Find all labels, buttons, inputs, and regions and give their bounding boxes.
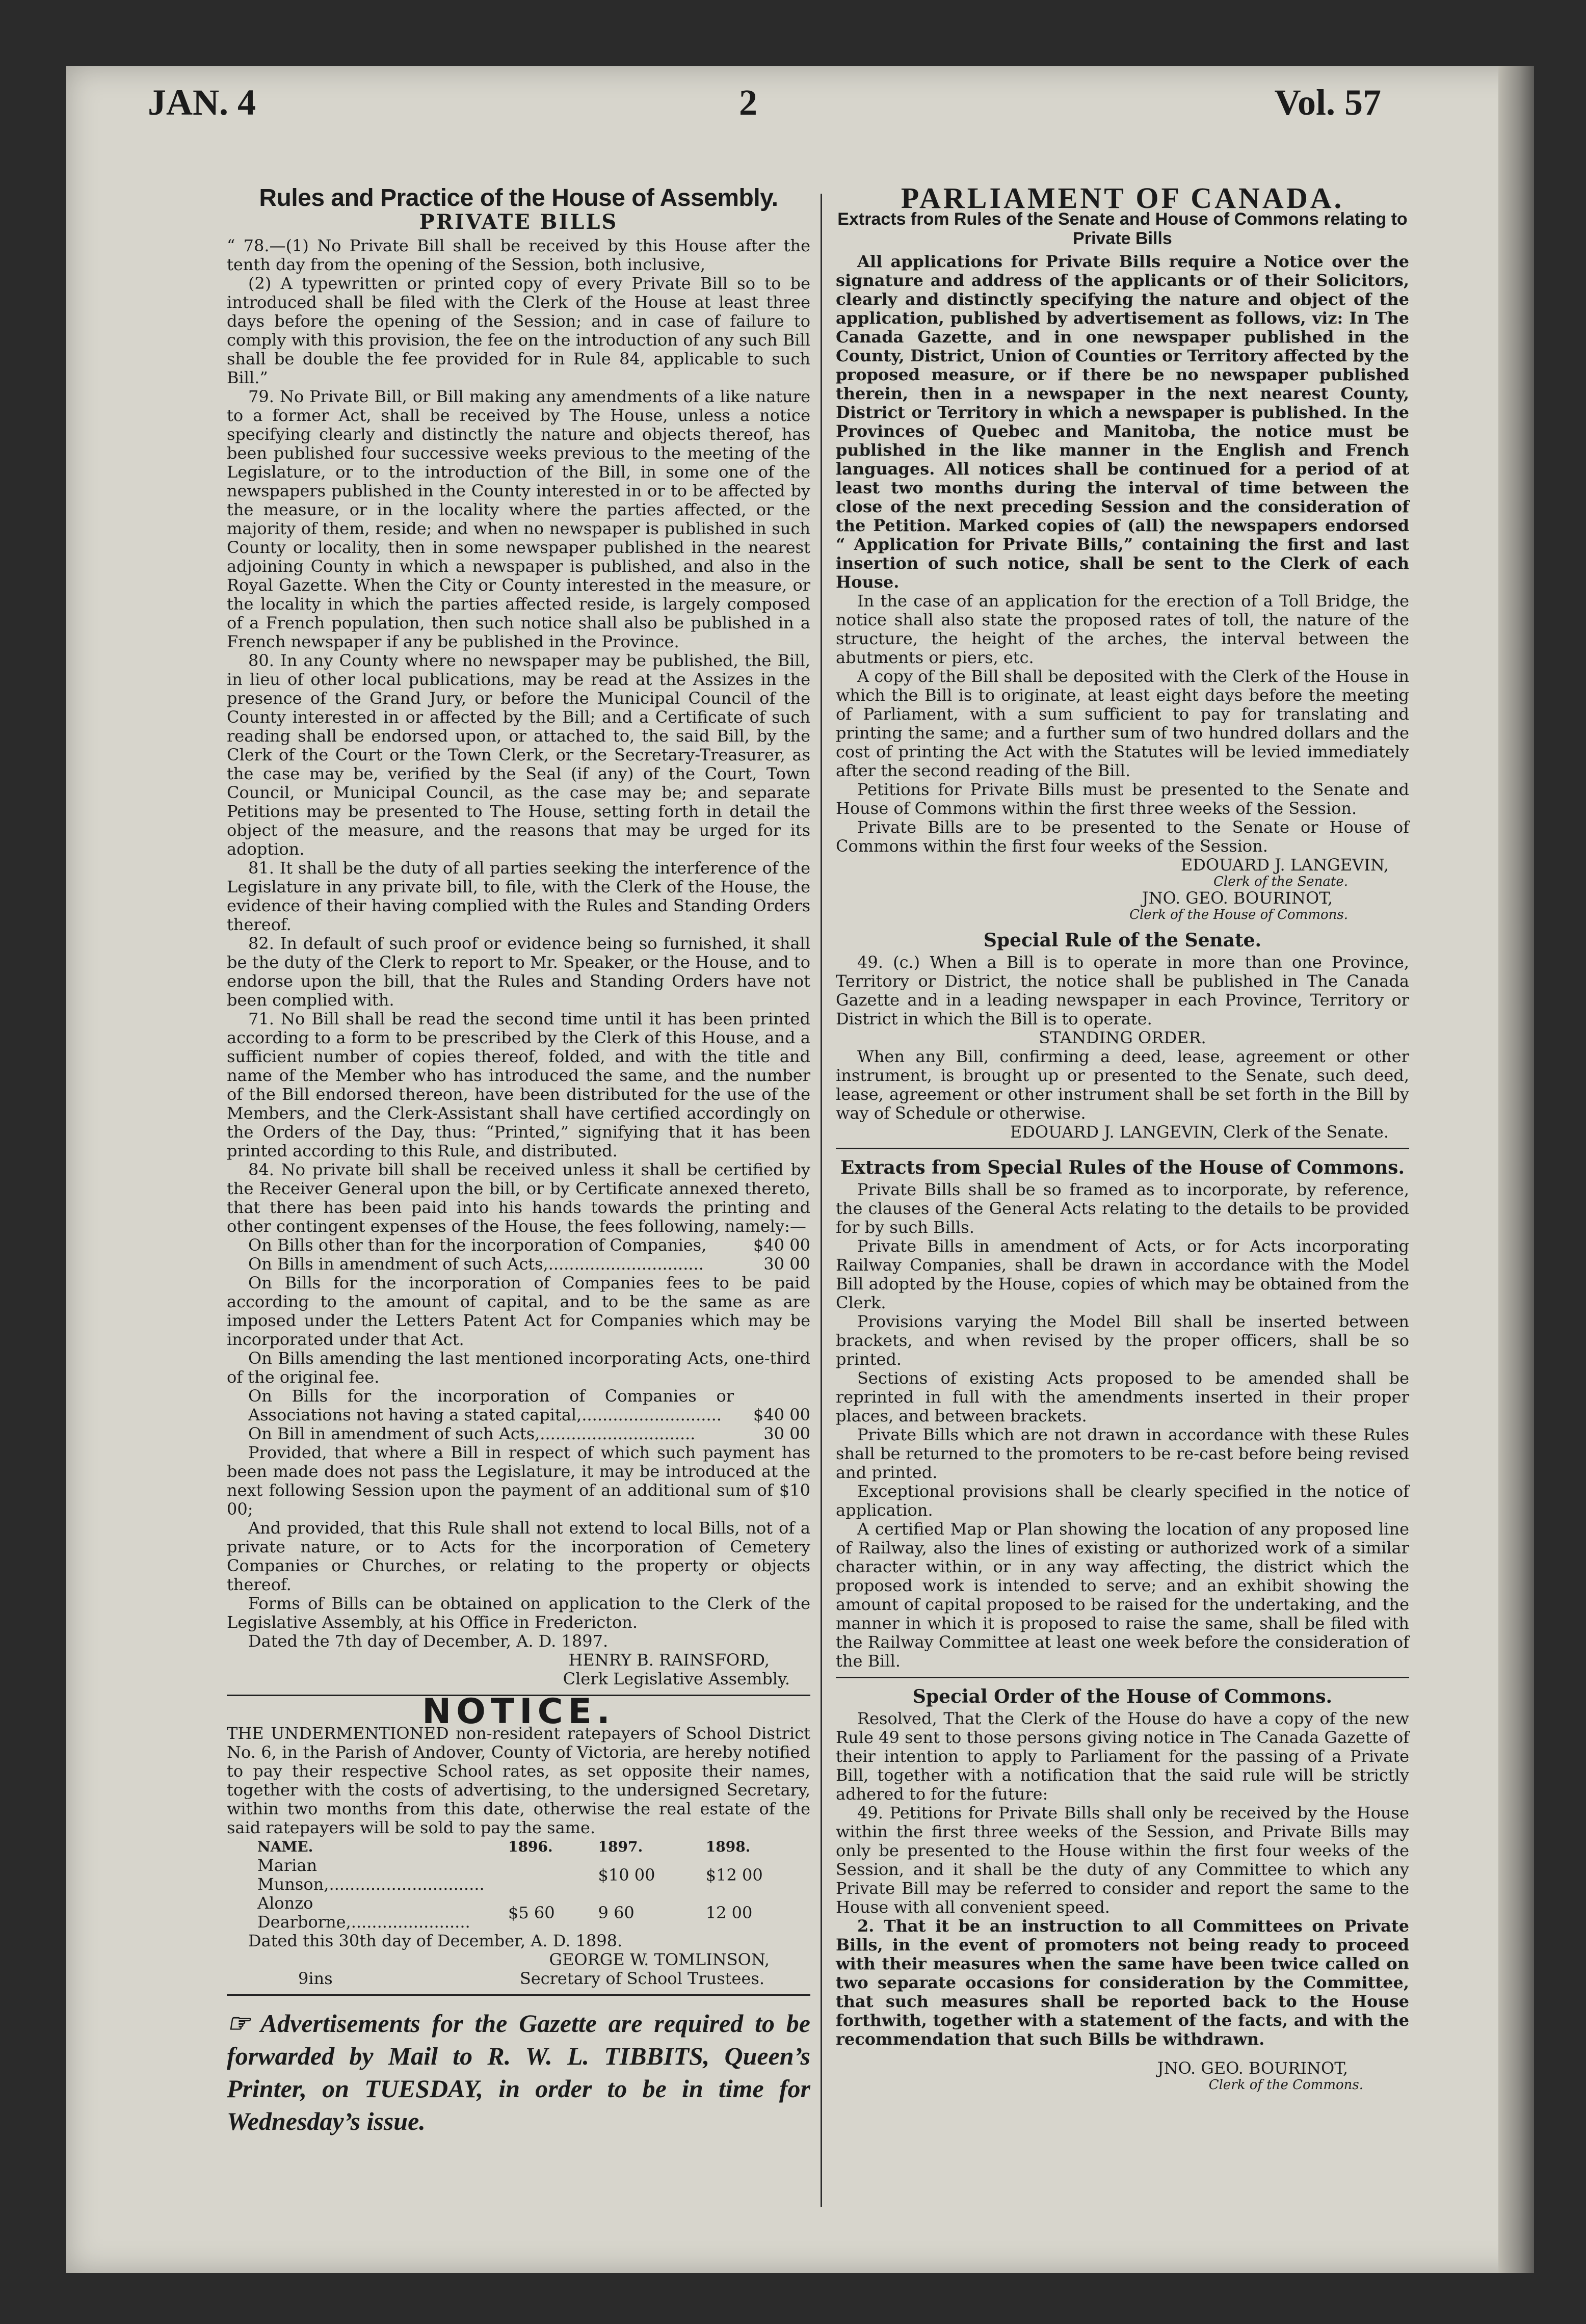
section-rule — [227, 1994, 810, 1996]
right-column — [836, 181, 1409, 2093]
commons-rule-3: Provisions varying the Model Bill shall be inserted between brackets, and when revised by the proper officers, shall be so printed. — [836, 1312, 1409, 1369]
forms-note: Forms of Bills can be obtained on application to the Clerk of the Legislative Assembly, at his Office in Fredericton. — [227, 1594, 810, 1632]
rate-1896: $5 60 — [508, 1903, 555, 1922]
rule-84: 84. No private bill shall be received unless it shall be certified by the Receiver General upon the bill, or by Certificate annexed thereto, that there has been paid into his hands towards the printing and other contingent expenses of the House, the fees following, namely:— — [227, 1160, 810, 1236]
proviso-2: And provided, that this Rule shall not extend to local Bills, not of a private nature, or to Acts for the incorporation of Cemetery Companies or Churches, or relating to the property or objects thereof. — [227, 1518, 810, 1594]
commons-rule-6: Exceptional provisions shall be clearly specified in the notice of application. — [836, 1482, 1409, 1520]
rates-table — [227, 1837, 810, 1932]
commons-clerk-title: Clerk of the House of Commons. — [1129, 907, 1348, 922]
rule-49c: 49. (c.) When a Bill is to operate in more than one Province, Territory or District, the notice shall be published in The Canada Gazette and in a leading newspaper in each Province, Territory or District in which the Bill is to operate. — [836, 953, 1409, 1028]
rate-1898: 12 00 — [705, 1903, 753, 1922]
commons-rule-4: Sections of existing Acts proposed to be amended shall be reprinted in full with the amendments inserted in their proper places, and between brackets. — [836, 1368, 1409, 1425]
extracts-commons-title: Extracts from Special Rules of the House of Commons. — [840, 1157, 1405, 1178]
bill-deposit-para: A copy of the Bill shall be deposited with the Clerk of the House in which the Bill is to originate, at least eight days before the meeting of Parliament, with a sum sufficient to pay for translating and printing the same; and a further sum of two hundred dollars and the cost of printing the Act with the Statutes will be levied immediately after the second reading of the Bill. — [836, 667, 1409, 780]
private-bills-heading: PRIVATE BILLS — [419, 210, 618, 234]
dated-line: Dated the 7th day of December, A. D. 1897. — [248, 1631, 609, 1651]
rule-71: 71. No Bill shall be read the second time until it has been printed according to a form to be prescribed by the Clerk of this House, and a sufficient number of copies thereof, folded, and with the title and name of the Member who has introduced the same, and the number of the Bill endorsed thereon, have been distributed for the use of the Members, and the Clerk-Assistant shall have certified accordingly on the Orders of the Day, thus: “Printed,” signifying that it has been printed according to this Rule, and distributed. — [227, 1009, 810, 1160]
rates-header-name: NAME. — [257, 1838, 313, 1855]
rates-header-1896: 1896. — [508, 1838, 553, 1855]
rate-1898: $12 00 — [705, 1865, 763, 1885]
extracts-senate-title: Extracts from Rules of the Senate and House of Commons relating to Private Bills — [837, 209, 1408, 248]
commons-clerk-name: JNO. GEO. BOURINOT, — [1142, 888, 1333, 908]
fee-note-incorporation: On Bills for the incorporation of Companies fees to be paid according to the amount of capital, and to be the same as are imposed under the Letters Patent Act for Companies which may be incorporated under that Act. — [227, 1273, 810, 1349]
rate-name: Alonzo Dearborne,....................... — [257, 1893, 470, 1932]
rules-title: Rules and Practice of the House of Assembly. — [259, 184, 778, 212]
rate-1896 — [505, 1856, 595, 1894]
proviso-1: Provided, that where a Bill in respect of which such payment has been made does not pass the Legislature, it may be introduced at the next following Session upon the payment of an additional sum of $10 00; — [227, 1443, 810, 1519]
senate-clerk-signature: EDOUARD J. LANGEVIN, Clerk of the Senate. — [1010, 1122, 1389, 1142]
rule-81: 81. It shall be the duty of all parties seeking the interference of the Legislature in any private bill, to file, with the Clerk of the House, the evidence of their having complied with the Rules and Standing Orders thereof. — [227, 858, 810, 934]
insertion-code: 9ins — [298, 1969, 333, 1988]
notice-signature-title: Secretary of School Trustees. — [519, 1969, 764, 1988]
section-rule — [836, 1677, 1409, 1678]
signature-title: Clerk Legislative Assembly. — [563, 1669, 790, 1688]
column-divider — [821, 194, 822, 2207]
notice-signature: GEORGE W. TOMLINSON, — [549, 1950, 770, 1969]
fee-label: On Bills other than for the incorporation of Companies, — [248, 1235, 707, 1255]
fee-label: On Bill in amendment of such Acts,.............................. — [248, 1424, 696, 1443]
pointing-hand-icon: ☞ — [227, 2009, 260, 2038]
commons-rule-1: Private Bills shall be so framed as to incorporate, by reference, the clauses of the General Acts relating to the details to be provided for by such Bills. — [836, 1180, 1409, 1237]
left-column — [227, 184, 810, 2137]
senate-clerk-title: Clerk of the Senate. — [1213, 874, 1348, 889]
standing-order-title: STANDING ORDER. — [1039, 1028, 1206, 1047]
fee-row — [227, 1424, 810, 1443]
header-date: JAN. 4 — [148, 82, 256, 123]
rates-header-1898: 1898. — [705, 1838, 751, 1855]
section-rule — [836, 1148, 1409, 1149]
rule-82: 82. In default of such proof or evidence being so furnished, it shall be the duty of the Clerk to report to Mr. Speaker, or the House, and to endorse upon the bill, that the Rules and Standing Orders have not been complied with. — [227, 934, 810, 1010]
toll-bridge-para: In the case of an application for the erection of a Toll Bridge, the notice shall also state the proposed rates of toll, the nature of the structure, the height of the arches, the interval between the abutments or piers, etc. — [836, 591, 1409, 667]
rate-1897: 9 60 — [598, 1903, 635, 1922]
rule-78-2: (2) A typewritten or printed copy of every Private Bill so to be introduced shall be filed with the Clerk of the House at least three days before the opening of the Session; and in case of failure to comply with this provision, the fee on the introduction of any such Bill shall be double the fee provided for in Rule 84, applicable to such Bill.” — [227, 274, 810, 387]
page-header — [148, 76, 1381, 138]
petitions-para: Petitions for Private Bills must be presented to the Senate and House of Commons within the first three weeks of the Session. — [836, 780, 1409, 818]
rule-78-1: “ 78.—(1) No Private Bill shall be received by this House after the tenth day from the opening of the Session, both inclusive, — [227, 236, 810, 274]
fee-value: $40 00 — [753, 1235, 810, 1255]
rule-79: 79. No Private Bill, or Bill making any amendments of a like nature to a former Act, shall be received by The House, unless a notice specifying clearly and distinctly the nature and objects thereof, has been published four successive weeks previous to the meeting of the Legislature, or to the introduction of the Bill, in some one of the newspapers published in the County interested in or to be affected by the measure, or in the locality where the parties affected, or the majority of them, reside; and when no newspaper is published in such County or locality, then in some newspaper published in the nearest adjoining County in which a newspaper is published, and also in the Royal Gazette. When the City or County interested in the measure, or the locality in which the parties affected reside, is largely composed of a French population, then such notice shall also be published in a French newspaper if any be published in the Province. — [227, 387, 810, 651]
rule-80: 80. In any County where no newspaper may be published, the Bill, in lieu of other local publications, may be read at the Assizes in the presence of the Grand Jury, or before the Municipal Council of the County interested in or affected by the Bill; and a Certificate of such reading shall be endorsed upon, or attached to, the said Bill, by the Clerk of the Court or the Town Clerk, or the Secretary-Treasurer, as the case may be, verified by the Seal (if any) of the Court, Town Council, or Municipal Council, as the case may be; and separate Petitions may be presented to The House, setting forth in detail the object of the measure, and the reasons that may be urged for its adoption. — [227, 651, 810, 859]
page-edge-shadow — [1498, 66, 1534, 2273]
fee-label: On Bills in amendment of such Acts,.............................. — [248, 1254, 704, 1274]
commons-clerk-final-name: JNO. GEO. BOURINOT, — [1157, 2058, 1348, 2078]
rate-1897: $10 00 — [598, 1865, 655, 1885]
rule-49-petitions: 49. Petitions for Private Bills shall only be received by the House within the first three weeks of the Session, and Private Bills may only be presented to the House within the first four weeks of the Session, and it shall be the duty of any Committee to which any Private Bill may be referred to consider and report the same to the House with all convenient speed. — [836, 1803, 1409, 1917]
header-page-number: 2 — [739, 82, 757, 123]
fee-table — [227, 1236, 810, 1274]
senate-clerk-name: EDOUARD J. LANGEVIN, — [1180, 855, 1389, 875]
instruction-para: 2. That it be an instruction to all Committees on Private Bills, in the event of promoters not being ready to proceed with their measures when the same have been twice called on two separate occasions for consideration by the Committee, that such measures shall be reported back to the House forthwith, together with a statement of the facts, and with the recommendation that such Bills be withdrawn. — [836, 1916, 1409, 2049]
fee-value: $40 00 — [753, 1405, 810, 1424]
rate-name: Marian Munson,.............................. — [257, 1856, 485, 1894]
fee-value: 30 00 — [763, 1424, 810, 1443]
presented-para: Private Bills are to be presented to the Senate or House of Commons within the first four weeks of the Session. — [836, 817, 1409, 856]
fee-row — [227, 1236, 810, 1255]
commons-clerk-final-title: Clerk of the Commons. — [1208, 2077, 1363, 2093]
table-row — [227, 1856, 810, 1894]
resolved-para: Resolved, That the Clerk of the House do have a copy of the new Rule 49 sent to those persons giving notice in The Canada Gazette of their intention to apply to Parliament for the passing of a Private Bill, together with a notification that the said rule will be strictly adhered to for the future: — [836, 1709, 1409, 1804]
fee-note-amending: On Bills amending the last mentioned incorporating Acts, one-third of the original fee. — [227, 1349, 810, 1387]
fee-row — [227, 1255, 810, 1274]
special-order-title: Special Order of the House of Commons. — [912, 1686, 1333, 1707]
table-row — [227, 1894, 810, 1932]
parliament-title: PARLIAMENT OF CANADA. — [901, 181, 1344, 215]
commons-rule-5: Private Bills which are not drawn in accordance with these Rules shall be returned to the promoters to be re-cast before being revised and printed. — [836, 1425, 1409, 1482]
commons-rule-7: A certified Map or Plan showing the location of any proposed line of Railway, also the lines of existing or authorized work of a similar character within, or in any way affecting, the district which the proposed work is intended to serve; and an exhibit showing the amount of capital proposed to be raised for the undertaking, and the manner in which it is proposed to raise the same, shall be filed with the Railway Committee at least one week before the consideration of the Bill. — [836, 1519, 1409, 1671]
fee-row — [227, 1387, 810, 1424]
notice-signature-line — [227, 1969, 810, 1988]
special-rule-senate-title: Special Rule of the Senate. — [983, 930, 1262, 951]
applications-para: All applications for Private Bills require a Notice over the signature and address of the applicants or of their Solicitors, clearly and distinctly specifying the nature and object of the application, published by advertisement as follows, viz: In The Canada Gazette, and in one newspaper published in the County, District, Union of Counties or Territory affected by the proposed measure, or if there be no newspaper published therein, then in a newspaper in the next nearest County, District or Territory in which a newspaper is published. In the Provinces of Quebec and Manitoba, the notice must be published in the like manner in the English and French languages. All notices shall be continued for a period of at least two months during the interval of time between the close of the next preceding Session and the consideration of the Petition. Marked copies of (all) the newspapers endorsed “ Application for Private Bills,” containing the first and last insertion of such notice, shall be sent to the Clerk of each House. — [836, 252, 1409, 592]
signature-name: HENRY B. RAINSFORD, — [568, 1650, 770, 1670]
advertisement-notice — [227, 2007, 810, 2137]
rates-header-1897: 1897. — [598, 1838, 643, 1855]
header-volume: Vol. 57 — [1274, 82, 1381, 123]
notice-dated: Dated this 30th day of December, A. D. 1898. — [248, 1931, 623, 1950]
rates-header-row — [227, 1837, 810, 1856]
fee-table-2 — [227, 1387, 810, 1443]
standing-order: When any Bill, confirming a deed, lease, agreement or other instrument, is brought up or presented to the Senate, such deed, lease, agreement or other instrument shall be set forth in the Bill by way of Schedule or otherwise. — [836, 1047, 1409, 1123]
advertisement-text: Advertisements for the Gazette are required to be forwarded by Mail to R. W. L. TIBBITS, Queen’s Printer, on TUESDAY, in order to be in time for Wednesday’s issue. — [227, 2009, 810, 2135]
notice-body: THE UNDERMENTIONED non-resident ratepayers of School District No. 6, in the Parish of Andover, County of Victoria, are hereby notified to pay their respective School rates, as set opposite their names, together with the costs of advertising, to the undersigned Secretary, within two months from this date, otherwise the real estate of the said ratepayers will be sold to pay the same. — [227, 1724, 810, 1837]
commons-rule-2: Private Bills in amendment of Acts, or for Acts incorporating Railway Companies, shall be drawn in accordance with the Model Bill adopted by the House, copies of which may be obtained from the Clerk. — [836, 1236, 1409, 1312]
fee-value: 30 00 — [763, 1254, 810, 1274]
notice-title: NOTICE. — [422, 1692, 615, 1732]
fee-label: On Bills for the incorporation of Companies or Associations not having a stated capital,........................... — [248, 1386, 734, 1424]
